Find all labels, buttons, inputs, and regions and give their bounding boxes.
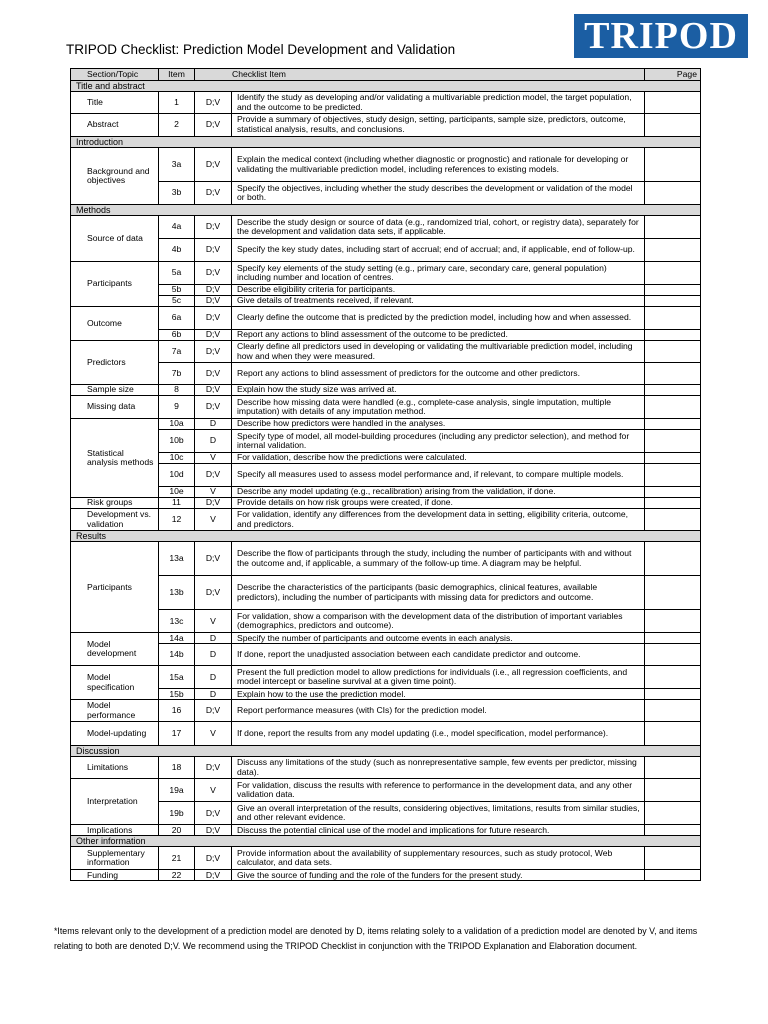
checklist-row [71, 666, 701, 689]
checklist-row [71, 239, 701, 262]
page-title: TRIPOD Checklist: Prediction Model Development and Validation [66, 42, 456, 57]
applicability-cell: V [195, 610, 232, 633]
topic-cell: Implications [71, 825, 159, 836]
section-row [71, 836, 701, 847]
checklist-item-text: Give the source of funding and the role of the funders for the present study. [232, 870, 645, 881]
applicability-cell: V [195, 487, 232, 498]
section-heading: Methods [71, 205, 701, 216]
page-cell[interactable] [645, 216, 701, 239]
column-header-checklist-item: Checklist Item [195, 69, 645, 81]
topic-cell: Model performance [71, 700, 159, 722]
item-number-cell: 12 [159, 509, 195, 531]
checklist-item-text: Specify all measures used to assess model performance and, if relevant, to compare multiple models. [232, 464, 645, 487]
item-number-cell: 13c [159, 610, 195, 633]
applicability-cell: V [195, 509, 232, 531]
item-number-cell: 15a [159, 666, 195, 689]
checklist-row [71, 487, 701, 498]
page-cell[interactable] [645, 802, 701, 825]
item-number-cell: 14a [159, 633, 195, 644]
page-cell[interactable] [645, 396, 701, 419]
tripod-logo: TRIPOD [574, 14, 748, 58]
checklist-row [71, 285, 701, 296]
checklist-row [71, 509, 701, 531]
item-number-cell: 20 [159, 825, 195, 836]
checklist-item-text: Describe how predictors were handled in the analyses. [232, 419, 645, 430]
checklist-row [71, 419, 701, 430]
checklist-item-text: Present the full prediction model to allow predictions for individuals (i.e., all regression coefficients, and model intercept or baseline survival at a given time point). [232, 666, 645, 689]
page-cell[interactable] [645, 689, 701, 700]
checklist-row [71, 148, 701, 182]
applicability-cell: D;V [195, 498, 232, 509]
applicability-cell: D;V [195, 285, 232, 296]
page-cell[interactable] [645, 430, 701, 453]
page-cell[interactable] [645, 576, 701, 610]
checklist-item-text: Describe the characteristics of the participants (basic demographics, clinical features, available predictors), including the number of participants with missing data for predictors and outcome. [232, 576, 645, 610]
applicability-cell: D;V [195, 870, 232, 881]
item-number-cell: 2 [159, 114, 195, 137]
item-number-cell: 3b [159, 182, 195, 205]
checklist-item-text: Provide a summary of objectives, study design, setting, participants, sample size, predictors, outcome, statistical analysis, results, and conclusions. [232, 114, 645, 137]
checklist-item-text: Report any actions to blind assessment of predictors for the outcome and other predictors. [232, 363, 645, 385]
item-number-cell: 14b [159, 644, 195, 666]
checklist-row [71, 644, 701, 666]
checklist-row [71, 296, 701, 307]
item-number-cell: 21 [159, 847, 195, 870]
checklist-row [71, 870, 701, 881]
checklist-row [71, 542, 701, 576]
topic-cell: Model-updating [71, 722, 159, 746]
checklist-row [71, 216, 701, 239]
page-cell[interactable] [645, 148, 701, 182]
page-cell[interactable] [645, 666, 701, 689]
checklist-row [71, 385, 701, 396]
item-number-cell: 4b [159, 239, 195, 262]
topic-cell: Sample size [71, 385, 159, 396]
topic-cell: Source of data [71, 216, 159, 262]
page-cell[interactable] [645, 700, 701, 722]
checklist-row [71, 633, 701, 644]
checklist-item-text: Identify the study as developing and/or validating a multivariable prediction model, the target population, and the outcome to be predicted. [232, 92, 645, 114]
topic-cell: Risk groups [71, 498, 159, 509]
page-cell[interactable] [645, 92, 701, 114]
applicability-cell: D;V [195, 330, 232, 341]
applicability-cell: D;V [195, 802, 232, 825]
checklist-row [71, 802, 701, 825]
checklist-item-text: If done, report the unadjusted association between each candidate predictor and outcome. [232, 644, 645, 666]
item-number-cell: 15b [159, 689, 195, 700]
section-row [71, 137, 701, 148]
topic-cell: Model specification [71, 666, 159, 700]
checklist-item-text: Provide details on how risk groups were created, if done. [232, 498, 645, 509]
checklist-item-text: Specify the number of participants and outcome events in each analysis. [232, 633, 645, 644]
checklist-row [71, 453, 701, 464]
checklist-row [71, 396, 701, 419]
topic-cell: Model development [71, 633, 159, 666]
page-cell[interactable] [645, 285, 701, 296]
item-number-cell: 19a [159, 779, 195, 802]
applicability-cell: D [195, 644, 232, 666]
checklist-row [71, 847, 701, 870]
item-number-cell: 5b [159, 285, 195, 296]
topic-cell: Participants [71, 542, 159, 633]
checklist-row [71, 92, 701, 114]
checklist-item-text: Specify the key study dates, including start of accrual; end of accrual; and, if applicable, end of follow-up. [232, 239, 645, 262]
topic-cell: Predictors [71, 341, 159, 385]
checklist-item-text: Specify the objectives, including whether the study describes the development or validation of the model or both. [232, 182, 645, 205]
applicability-cell: D;V [195, 385, 232, 396]
checklist-item-text: Explain the medical context (including whether diagnostic or prognostic) and rationale for developing or validating the multivariable prediction model, including references to existing models. [232, 148, 645, 182]
applicability-cell: D;V [195, 464, 232, 487]
checklist-item-text: Provide information about the availability of supplementary resources, such as study protocol, Web calculator, and data sets. [232, 847, 645, 870]
item-number-cell: 4a [159, 216, 195, 239]
page-cell[interactable] [645, 779, 701, 802]
applicability-cell: D;V [195, 148, 232, 182]
applicability-cell: D;V [195, 576, 232, 610]
page-cell[interactable] [645, 341, 701, 363]
checklist-row [71, 498, 701, 509]
item-number-cell: 6b [159, 330, 195, 341]
checklist-row [71, 825, 701, 836]
checklist-row [71, 114, 701, 137]
applicability-cell: D;V [195, 542, 232, 576]
checklist-row [71, 182, 701, 205]
item-number-cell: 8 [159, 385, 195, 396]
checklist-item-text: Explain how to the use the prediction model. [232, 689, 645, 700]
checklist-row [71, 610, 701, 633]
page-cell[interactable] [645, 610, 701, 633]
item-number-cell: 11 [159, 498, 195, 509]
checklist-item-text: For validation, show a comparison with the development data of the distribution of important variables (demographics, predictors and outcome). [232, 610, 645, 633]
checklist-item-text: Specify type of model, all model-building procedures (including any predictor selection), and method for internal validation. [232, 430, 645, 453]
item-number-cell: 22 [159, 870, 195, 881]
checklist-item-text: Discuss any limitations of the study (such as nonrepresentative sample, few events per predictor, missing data). [232, 757, 645, 779]
checklist-row [71, 464, 701, 487]
page-cell[interactable] [645, 363, 701, 385]
applicability-cell: D [195, 633, 232, 644]
checklist-row [71, 779, 701, 802]
page-cell[interactable] [645, 870, 701, 881]
page-cell[interactable] [645, 296, 701, 307]
applicability-cell: D;V [195, 239, 232, 262]
applicability-cell: D [195, 666, 232, 689]
item-number-cell: 9 [159, 396, 195, 419]
section-heading: Results [71, 531, 701, 542]
applicability-cell: D;V [195, 341, 232, 363]
applicability-cell: D;V [195, 700, 232, 722]
page-cell[interactable] [645, 825, 701, 836]
applicability-cell: D;V [195, 114, 232, 137]
applicability-cell: D;V [195, 296, 232, 307]
section-heading: Other information [71, 836, 701, 847]
applicability-cell: D;V [195, 825, 232, 836]
applicability-cell: D;V [195, 396, 232, 419]
column-header-item: Item [159, 69, 195, 81]
item-number-cell: 10d [159, 464, 195, 487]
item-number-cell: 13a [159, 542, 195, 576]
checklist-item-text: For validation, identify any differences from the development data in setting, eligibility criteria, outcome, and predictors. [232, 509, 645, 531]
page-cell[interactable] [645, 722, 701, 746]
topic-cell: Statistical analysis methods [71, 419, 159, 498]
item-number-cell: 6a [159, 307, 195, 330]
item-number-cell: 10e [159, 487, 195, 498]
applicability-cell: D;V [195, 92, 232, 114]
applicability-cell: V [195, 779, 232, 802]
page-cell[interactable] [645, 419, 701, 430]
item-number-cell: 17 [159, 722, 195, 746]
checklist-item-text: Explain how the study size was arrived at. [232, 385, 645, 396]
page-cell[interactable] [645, 239, 701, 262]
footnote: *Items relevant only to the development of a prediction model are denoted by D, items relating solely to a validation of a prediction model are denoted by V, and items relating to both are denoted D;V. We recommend using the TRIPOD Checklist in conjunction with the TRIPOD Explanation and Elaboration document. [54, 926, 698, 951]
section-heading: Discussion [71, 746, 701, 757]
checklist-row [71, 700, 701, 722]
page-cell[interactable] [645, 542, 701, 576]
checklist-item-text: Clearly define all predictors used in developing or validating the multivariable prediction model, including how and when they were measured. [232, 341, 645, 363]
checklist-item-text: Report performance measures (with CIs) for the prediction model. [232, 700, 645, 722]
section-heading: Introduction [71, 137, 701, 148]
applicability-cell: D [195, 430, 232, 453]
checklist-item-text: Describe the study design or source of data (e.g., randomized trial, cohort, or registry data), separately for the development and validation data sets, if applicable. [232, 216, 645, 239]
item-number-cell: 10a [159, 419, 195, 430]
item-number-cell: 16 [159, 700, 195, 722]
item-number-cell: 1 [159, 92, 195, 114]
page-cell[interactable] [645, 757, 701, 779]
page-cell[interactable] [645, 307, 701, 330]
table-header-row [71, 69, 701, 81]
applicability-cell: D;V [195, 847, 232, 870]
checklist-item-text: For validation, discuss the results with reference to performance in the development data, and any other validation data. [232, 779, 645, 802]
applicability-cell: D [195, 419, 232, 430]
page-cell[interactable] [645, 182, 701, 205]
checklist-item-text: Give an overall interpretation of the results, considering objectives, limitations, results from similar studies, and other relevant evidence. [232, 802, 645, 825]
page-cell[interactable] [645, 114, 701, 137]
applicability-cell: V [195, 722, 232, 746]
item-number-cell: 13b [159, 576, 195, 610]
topic-cell: Abstract [71, 114, 159, 137]
column-header-page: Page [645, 69, 701, 81]
applicability-cell: D;V [195, 363, 232, 385]
applicability-cell: D;V [195, 182, 232, 205]
checklist-row [71, 341, 701, 363]
checklist-row [71, 576, 701, 610]
item-number-cell: 18 [159, 757, 195, 779]
applicability-cell: D [195, 689, 232, 700]
item-number-cell: 3a [159, 148, 195, 182]
page-cell[interactable] [645, 262, 701, 285]
item-number-cell: 7b [159, 363, 195, 385]
checklist-row [71, 689, 701, 700]
checklist-row [71, 722, 701, 746]
topic-cell: Limitations [71, 757, 159, 779]
checklist-row [71, 330, 701, 341]
topic-cell: Title [71, 92, 159, 114]
page-cell[interactable] [645, 633, 701, 644]
checklist-item-text: If done, report the results from any model updating (i.e., model specification, model performance). [232, 722, 645, 746]
item-number-cell: 7a [159, 341, 195, 363]
applicability-cell: V [195, 453, 232, 464]
checklist-row [71, 757, 701, 779]
item-number-cell: 10b [159, 430, 195, 453]
applicability-cell: D;V [195, 757, 232, 779]
column-header-section: Section/Topic [71, 69, 159, 81]
page-cell[interactable] [645, 330, 701, 341]
checklist-row [71, 307, 701, 330]
topic-cell: Interpretation [71, 779, 159, 825]
item-number-cell: 10c [159, 453, 195, 464]
checklist-item-text: Discuss the potential clinical use of the model and implications for future research. [232, 825, 645, 836]
checklist-item-text: Clearly define the outcome that is predicted by the prediction model, including how and when assessed. [232, 307, 645, 330]
checklist-table [70, 68, 701, 881]
section-row [71, 205, 701, 216]
section-row [71, 81, 701, 92]
applicability-cell: D;V [195, 216, 232, 239]
checklist-item-text: Specify key elements of the study setting (e.g., primary care, secondary care, general population) including number and location of centres. [232, 262, 645, 285]
checklist-row [71, 363, 701, 385]
page-cell[interactable] [645, 453, 701, 464]
checklist-item-text: Describe the flow of participants through the study, including the number of participants with and without the outcome and, if applicable, a summary of the follow-up time. A diagram may be helpful. [232, 542, 645, 576]
checklist-item-text: Report any actions to blind assessment of the outcome to be predicted. [232, 330, 645, 341]
topic-cell: Outcome [71, 307, 159, 341]
item-number-cell: 5a [159, 262, 195, 285]
applicability-cell: D;V [195, 262, 232, 285]
checklist-row [71, 430, 701, 453]
page-cell[interactable] [645, 464, 701, 487]
checklist-item-text: Give details of treatments received, if relevant. [232, 296, 645, 307]
checklist-item-text: Describe any model updating (e.g., recalibration) arising from the validation, if done. [232, 487, 645, 498]
section-heading: Title and abstract [71, 81, 701, 92]
page-cell[interactable] [645, 847, 701, 870]
section-row [71, 746, 701, 757]
page-cell[interactable] [645, 385, 701, 396]
topic-cell: Background and objectives [71, 148, 159, 205]
item-number-cell: 5c [159, 296, 195, 307]
topic-cell: Missing data [71, 396, 159, 419]
page-cell[interactable] [645, 498, 701, 509]
checklist-item-text: Describe eligibility criteria for participants. [232, 285, 645, 296]
item-number-cell: 19b [159, 802, 195, 825]
topic-cell: Supplementary information [71, 847, 159, 870]
page-cell[interactable] [645, 644, 701, 666]
applicability-cell: D;V [195, 307, 232, 330]
topic-cell: Participants [71, 262, 159, 307]
page-cell[interactable] [645, 509, 701, 531]
section-row [71, 531, 701, 542]
topic-cell: Funding [71, 870, 159, 881]
page-cell[interactable] [645, 487, 701, 498]
topic-cell: Development vs. validation [71, 509, 159, 531]
checklist-item-text: For validation, describe how the predictions were calculated. [232, 453, 645, 464]
checklist-item-text: Describe how missing data were handled (e.g., complete-case analysis, single imputation, multiple imputation) with details of any imputation method. [232, 396, 645, 419]
checklist-row [71, 262, 701, 285]
